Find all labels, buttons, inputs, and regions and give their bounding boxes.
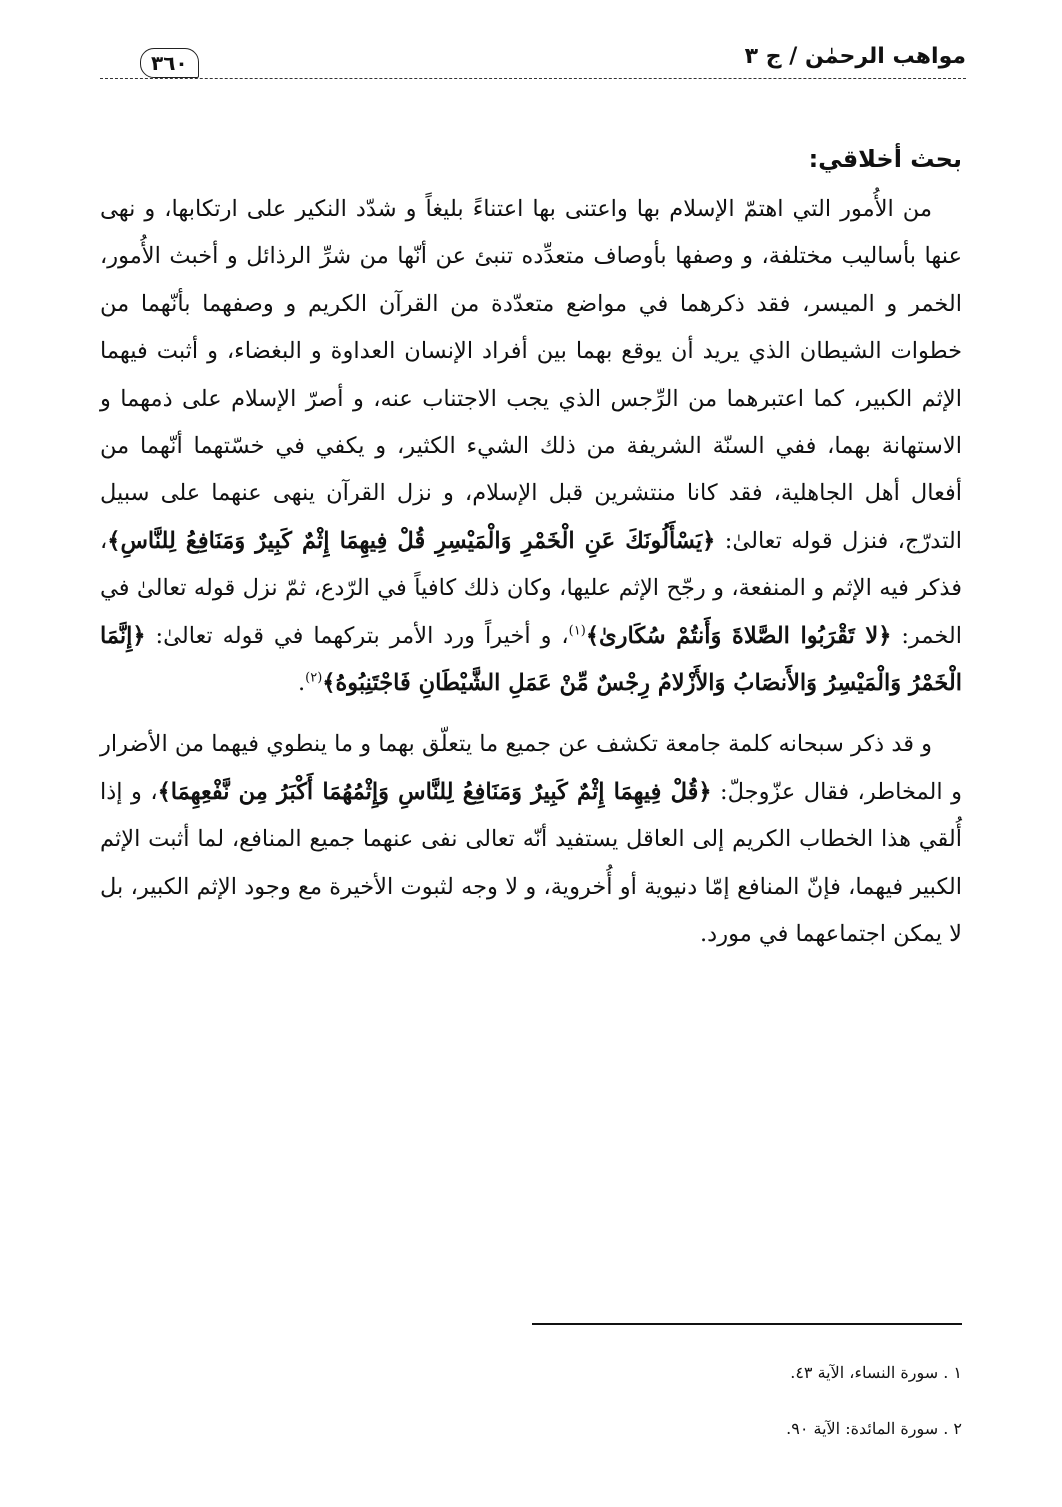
section-heading: بحث أخلاقي: <box>808 145 962 173</box>
paragraph-2 <box>100 721 962 958</box>
paragraph-1-text-a: من الأُمور التي اهتمّ الإسلام بها واعتنى بها اعتناءً بليغاً و شدّد النكير على ارتكابها، و نهى عنها بأساليب مختلفة، و وصفها بأوصاف متعدِّده تنبئ عن أنّها من شرِّ الرذائل و أخبث الأُمور، الخمر و الميسر، فقد ذكرهما في مواضع متعدّدة من القرآن الكريم و وصفهما بأنّهما من خطوات الشيطان الذي يريد أن يوقع بهما بين أفراد الإنسان العداوة و البغضاء، و أثبت فيهما الإثم الكبير، كما اعتبرهما من الرِّجس الذي يجب الاجتناب عنه، و أصرّ الإسلام على ذمهما و الاستهانة بهما، ففي السنّة الشريفة من ذلك الشيء الكثير، و يكفي في خسّتهما أنّهما من أفعال أهل الجاهلية، فقد كانا منتشرين قبل الإسلام، و نزل القرآن ينهى عنهما على سبيل التدرّج، فنزل قوله تعالىٰ: <box>100 196 962 554</box>
paragraph-1-text-c: ، و أخيراً ورد الأمر بتركهما في قوله تعالىٰ: <box>145 622 569 649</box>
paragraph-1-text-b: ، فذكر فيه الإثم و المنفعة، و رجّح الإثم عليها، وكان ذلك كافياً في الرّدع، ثمّ نزل قوله تعالىٰ في الخمر: <box>100 527 962 649</box>
page-header <box>100 40 966 90</box>
footnote-1: ١ . سورة النساء، الآية ٤٣. <box>790 1363 962 1382</box>
quran-verse-3: ﴿إِنَّمَا الْخَمْرُ وَالْمَيْسِرُ وَالأَنصَابُ وَالأَزْلامُ رِجْسٌ مِّنْ عَمَلِ الشَّيْطَانِ فَاجْتَنِبُوهُ﴾ <box>100 622 962 697</box>
footnote-2: ٢ . سورة المائدة: الآية ٩٠. <box>786 1419 962 1438</box>
footnote-ref-1[interactable]: (١) <box>568 623 586 639</box>
running-title: مواهب الرحمٰن / ج ٣ <box>744 44 966 69</box>
header-divider <box>100 78 966 79</box>
paragraph-1-text-d: . <box>297 670 306 697</box>
quran-verse-2: ﴿لا تَقْرَبُوا الصَّلاةَ وَأَنتُمْ سُكَارىٰ﴾ <box>585 622 892 649</box>
quran-verse-4: ﴿قُلْ فِيهِمَا إِثْمٌ كَبِيرٌ وَمَنَافِعُ لِلنَّاسِ وَإِثْمُهُمَا أَكْبَرُ مِن نَّفْعِهِمَا﴾ <box>157 778 712 805</box>
paragraph-2-text-a: و قد ذكر سبحانه كلمة جامعة تكشف عن جميع ما يتعلّق بهما و ما ينطوي فيهما من الأضرار و المخاطر، فقال عزّوجلّ: <box>100 731 962 805</box>
footnotes <box>362 1345 962 1457</box>
footnote-ref-2[interactable]: (٢) <box>305 670 323 686</box>
paragraph-1 <box>100 186 962 707</box>
footnote-divider <box>532 1323 962 1325</box>
main-text <box>100 138 962 959</box>
page-number: ٣٦٠ <box>140 48 199 78</box>
quran-verse-1: ﴿يَسْأَلُونَكَ عَنِ الْخَمْرِ وَالْمَيْسِرِ قُلْ فِيهِمَا إِثْمٌ كَبِيرٌ وَمَنَافِعُ لِلنَّاسِ﴾ <box>107 527 716 554</box>
paragraph-2-text-b: ، و إذا أُلقي هذا الخطاب الكريم إلى العاقل يستفيد أنّه تعالى نفى عنهما جميع المنافع، لما أثبت الإثم الكبير فيهما، فإنّ المنافع إمّا دنيوية أو أُخروية، و لا وجه لثبوت الأخيرة مع وجود الإثم الكبير، بل لا يمكن اجتماعهما في مورد. <box>100 778 962 948</box>
